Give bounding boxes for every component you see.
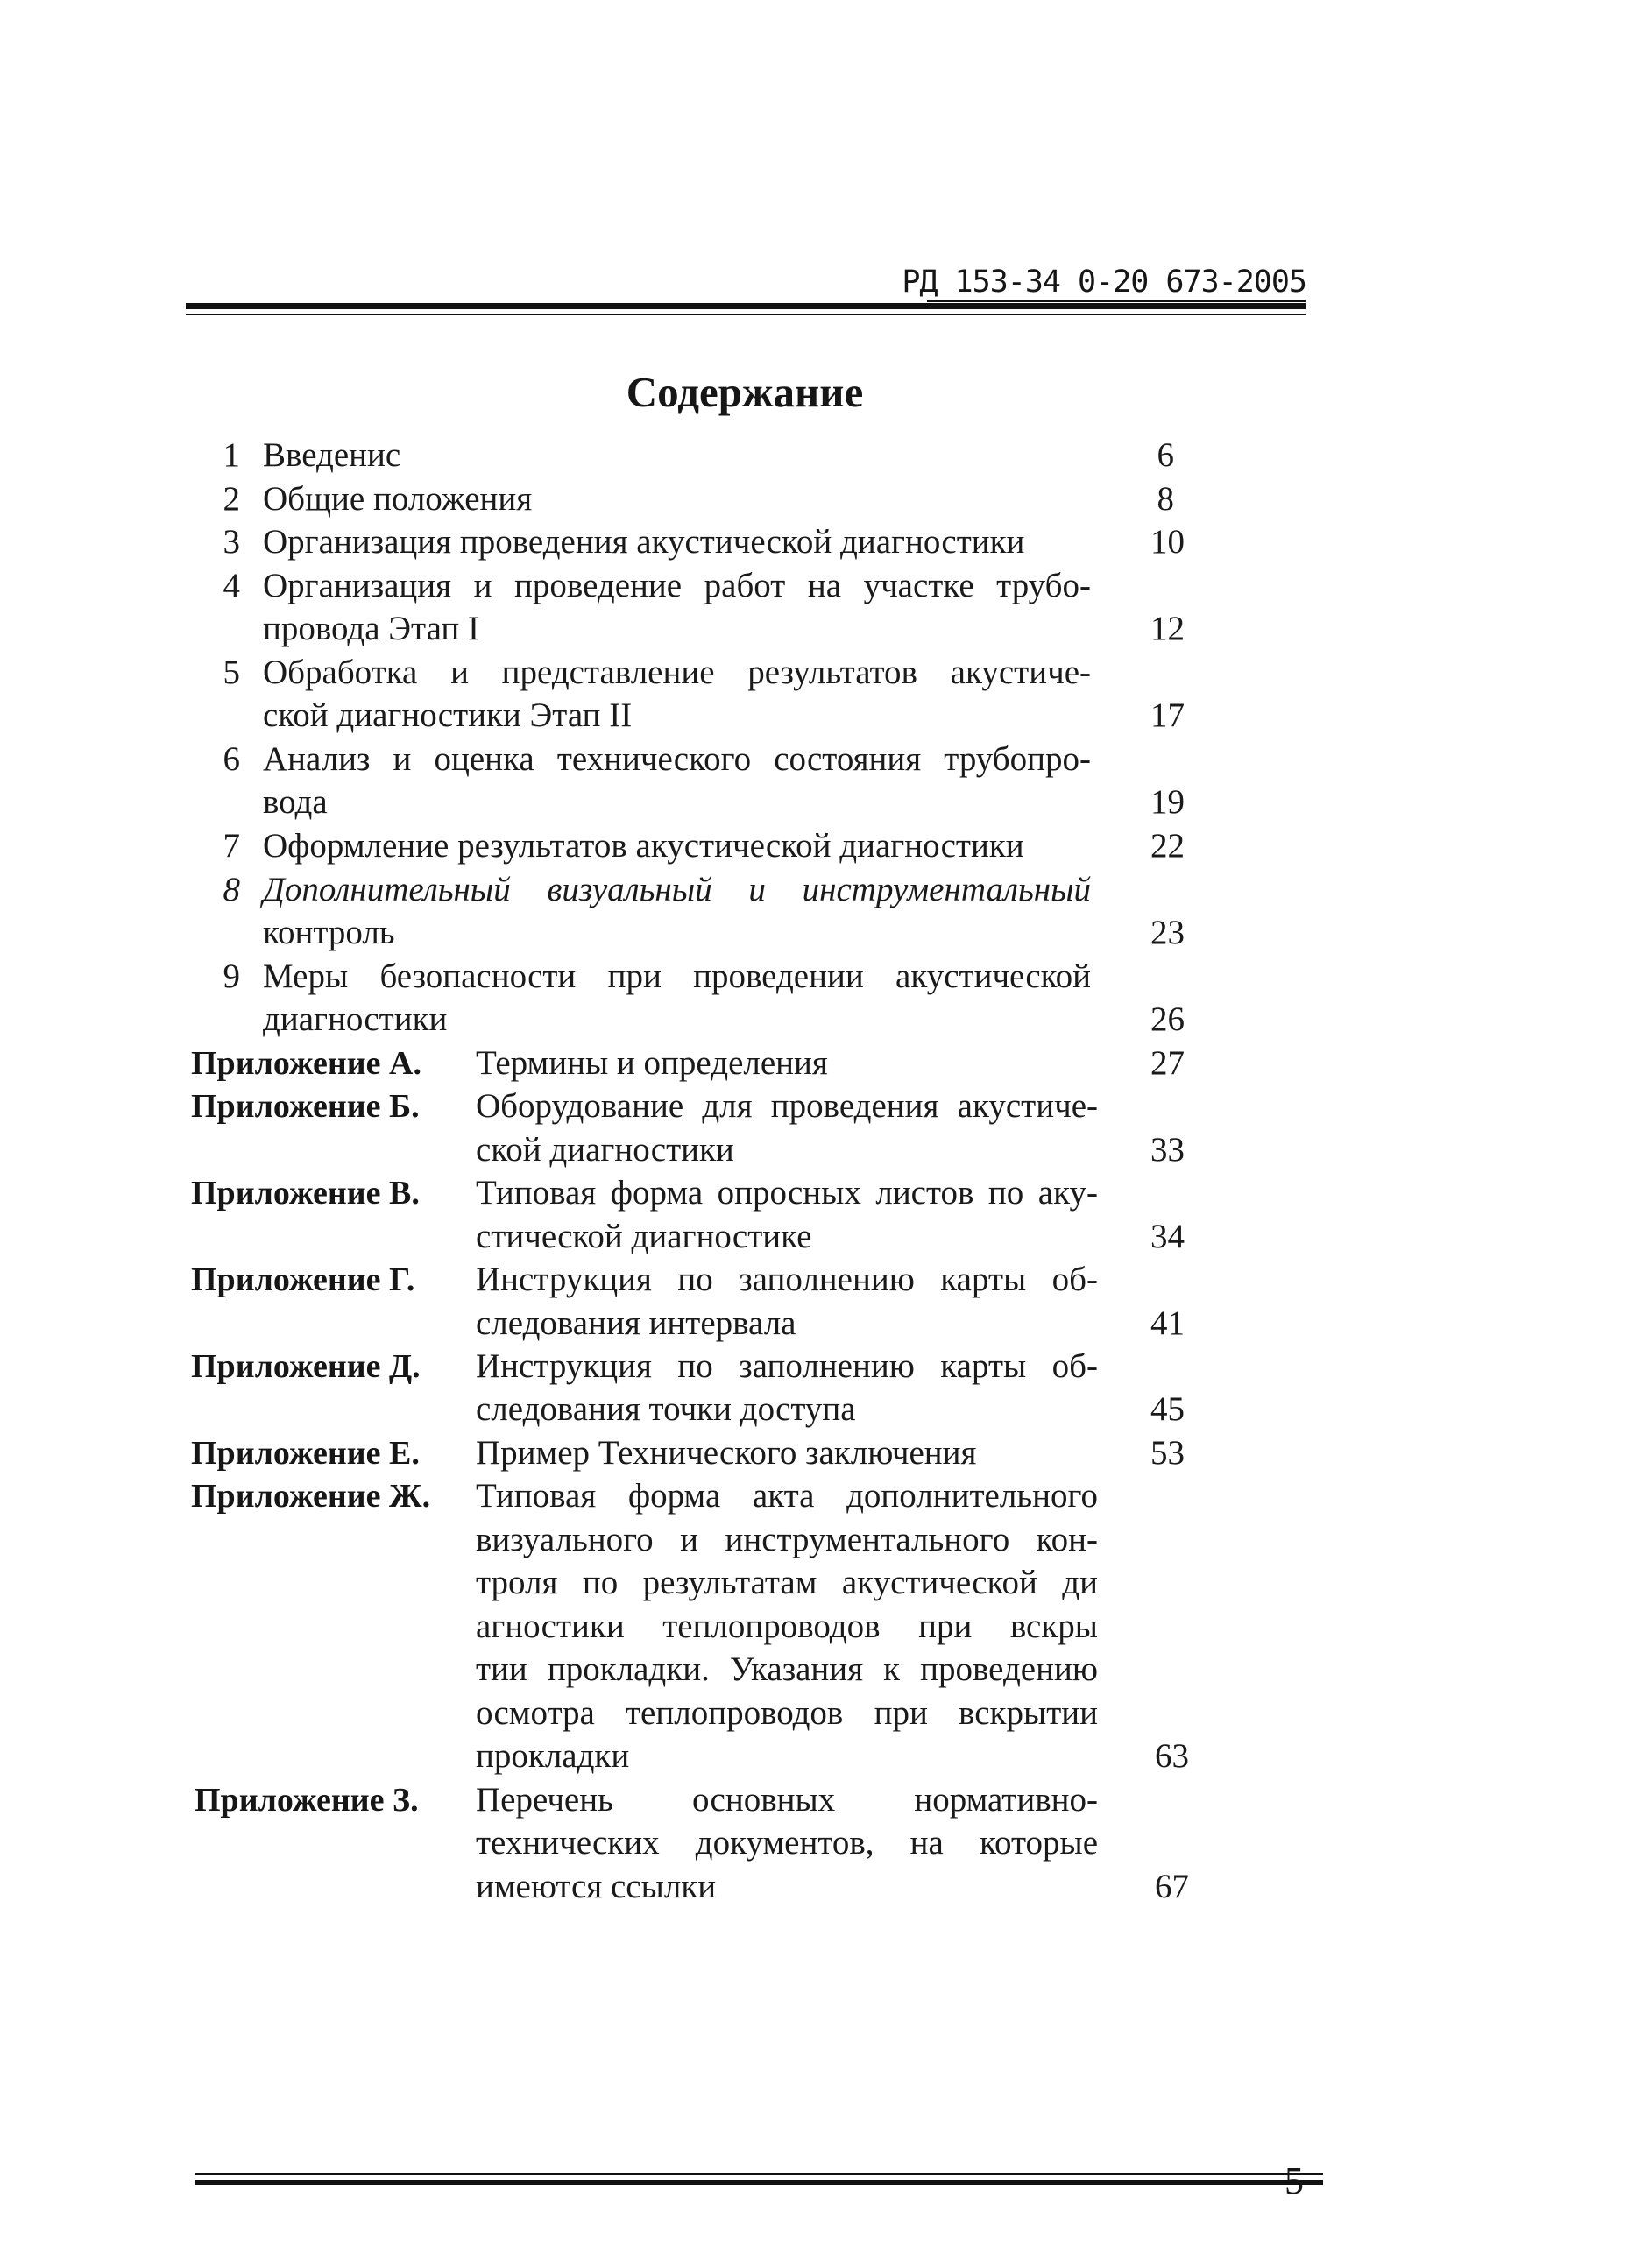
toc-item <box>0 434 1649 477</box>
appendix-title-line: стической диагностике <box>476 1218 812 1255</box>
appendix-label: Приложение Б. <box>191 1088 420 1125</box>
appendix-item-continuation <box>0 1735 1649 1778</box>
toc-item-title-line: Введенис <box>263 436 401 474</box>
appendix-item <box>0 1085 1649 1128</box>
toc-item-title-line: Обработка и представление результатов акустиче- <box>263 654 1091 691</box>
toc-item-number: 4 <box>223 567 240 604</box>
toc-item-title-line: провода Этап I <box>263 610 479 647</box>
toc-item-page: 8 <box>1157 480 1174 518</box>
appendix-item-continuation <box>0 1128 1649 1172</box>
toc-item-title-line: Организация и проведение работ на участке трубо- <box>263 567 1091 604</box>
toc-item-title-line: Меры безопасности при проведении акустической <box>263 957 1091 995</box>
appendix-item <box>0 1345 1649 1388</box>
toc-item <box>0 651 1649 695</box>
toc-item <box>0 955 1649 999</box>
appendix-title-line: Пример Технического заключения <box>476 1434 977 1472</box>
toc-item-continuation <box>0 998 1649 1042</box>
toc-item-title-line: Общие положения <box>263 480 533 518</box>
appendix-page: 53 <box>1150 1434 1185 1472</box>
toc-item <box>0 477 1649 521</box>
appendix-page: 45 <box>1150 1390 1185 1428</box>
toc-item-continuation <box>0 694 1649 738</box>
appendix-title-line: имеются ссылки <box>476 1868 717 1905</box>
page-number: 5 <box>1285 2159 1304 2202</box>
page-title: Содержание <box>626 367 864 416</box>
toc-item-page: 17 <box>1150 696 1185 734</box>
appendix-item-continuation <box>0 1865 1649 1909</box>
appendix-page: 41 <box>1150 1304 1185 1342</box>
toc-item-title-line: Оформление результатов акустической диагностики <box>263 827 1024 865</box>
appendix-title-line: следования точки доступа <box>476 1390 856 1428</box>
appendix-label: Приложение Д. <box>191 1348 421 1385</box>
appendix-label: Приложение Ж. <box>191 1478 431 1515</box>
appendix-title-line: Инструкция по заполнению карты об- <box>476 1261 1098 1298</box>
appendix-title-line: Термины и определения <box>476 1044 828 1082</box>
toc-item-number: 9 <box>223 957 240 995</box>
appendix-item-continuation <box>0 1821 1649 1865</box>
appendix-item <box>0 1778 1649 1822</box>
toc-item-number: 1 <box>223 436 240 474</box>
appendix-title-line: прокладки <box>476 1737 630 1775</box>
appendix-title-line: Типовая форма акта дополнительного <box>476 1477 1098 1515</box>
appendix-title-line: Перечень основных нормативно- <box>476 1781 1098 1819</box>
appendix-page: 27 <box>1150 1044 1185 1082</box>
appendix-page: 67 <box>1155 1868 1189 1905</box>
toc-item-page: 10 <box>1150 523 1185 561</box>
toc-item-continuation <box>0 781 1649 824</box>
toc-item-page: 23 <box>1150 914 1185 951</box>
appendix-item-continuation <box>0 1561 1649 1605</box>
appendix-item <box>0 1042 1649 1085</box>
appendix-item-continuation <box>0 1215 1649 1259</box>
appendix-page: 34 <box>1150 1218 1185 1255</box>
toc-item-title-line: Дополнительный визуальный и инструментальный <box>263 871 1091 908</box>
appendix-title-line: Типовая форма опросных листов по аку- <box>476 1174 1098 1212</box>
toc-item <box>0 824 1649 868</box>
appendix-title-line: Инструкция по заполнению карты об- <box>476 1347 1098 1385</box>
appendix-label: Приложение Е. <box>191 1435 420 1472</box>
appendix-item-continuation <box>0 1518 1649 1562</box>
toc-item-page: 26 <box>1150 1000 1185 1038</box>
appendix-title-line: технических документов, на которые <box>476 1824 1098 1862</box>
appendix-title-line: агностики теплопроводов при вскры <box>476 1607 1098 1645</box>
appendix-title-line: осмотра теплопроводов при вскрытии <box>476 1694 1098 1732</box>
footer-rule-thin <box>195 2173 1323 2175</box>
appendix-title-line: троля по результатам акустической ди <box>476 1564 1098 1601</box>
appendix-title-line: Оборудование для проведения акустиче- <box>476 1087 1098 1125</box>
toc-item-continuation <box>0 911 1649 955</box>
toc-item-page: 22 <box>1150 827 1185 865</box>
appendix-item-continuation <box>0 1302 1649 1346</box>
appendix-item <box>0 1258 1649 1302</box>
appendix-item-continuation <box>0 1605 1649 1649</box>
appendix-label: Приложение Г. <box>191 1261 415 1298</box>
document-code: РД 153-34 0-20 673-2005 <box>902 265 1306 300</box>
appendix-item <box>0 1431 1649 1475</box>
toc-item-title-line: диагностики <box>263 1000 448 1038</box>
toc-item-number: 7 <box>223 827 240 865</box>
toc-item-number: 3 <box>223 523 240 561</box>
appendix-label: Приложение В. <box>191 1175 420 1212</box>
header-rule-thin <box>186 314 1306 315</box>
appendix-item <box>0 1474 1649 1518</box>
toc-item <box>0 564 1649 608</box>
header-rule-thick <box>186 303 1306 309</box>
appendix-page: 33 <box>1150 1131 1185 1169</box>
footer-rule-thick <box>195 2180 1323 2185</box>
toc-item <box>0 738 1649 781</box>
appendix-item-continuation <box>0 1388 1649 1431</box>
toc-item-number: 2 <box>223 480 240 518</box>
appendix-item-continuation <box>0 1648 1649 1692</box>
header-underline <box>927 300 1306 302</box>
appendix-page: 63 <box>1155 1737 1189 1775</box>
appendix-title-line: следования интервала <box>476 1304 796 1342</box>
toc-item-page: 6 <box>1157 436 1174 474</box>
appendix-label: Приложение А. <box>191 1045 421 1082</box>
toc-item-title-line: ской диагностики Этап II <box>263 696 633 734</box>
appendix-item-continuation <box>0 1692 1649 1735</box>
appendix-title-line: тии прокладки. Указания к проведению <box>476 1650 1098 1688</box>
toc-item-continuation <box>0 607 1649 651</box>
toc-item-title-line: вода <box>263 783 328 821</box>
toc-item-number: 6 <box>223 740 240 778</box>
toc-item <box>0 520 1649 564</box>
toc-item-page: 12 <box>1150 610 1185 647</box>
toc-item <box>0 868 1649 912</box>
toc-item-number: 8 <box>223 871 240 908</box>
toc-item-page: 19 <box>1150 783 1185 821</box>
toc-item-number: 5 <box>223 654 240 691</box>
toc-item-title-line: контроль <box>263 914 395 951</box>
appendix-title-line: визуального и инструментального кон- <box>476 1521 1098 1558</box>
appendix-title-line: ской диагностики <box>476 1131 734 1169</box>
toc-item-title-line: Организация проведения акустической диагностики <box>263 523 1025 561</box>
appendix-label: Приложение З. <box>195 1782 419 1819</box>
toc-item-title-line: Анализ и оценка технического состояния трубопро- <box>263 740 1091 778</box>
appendix-item <box>0 1171 1649 1215</box>
